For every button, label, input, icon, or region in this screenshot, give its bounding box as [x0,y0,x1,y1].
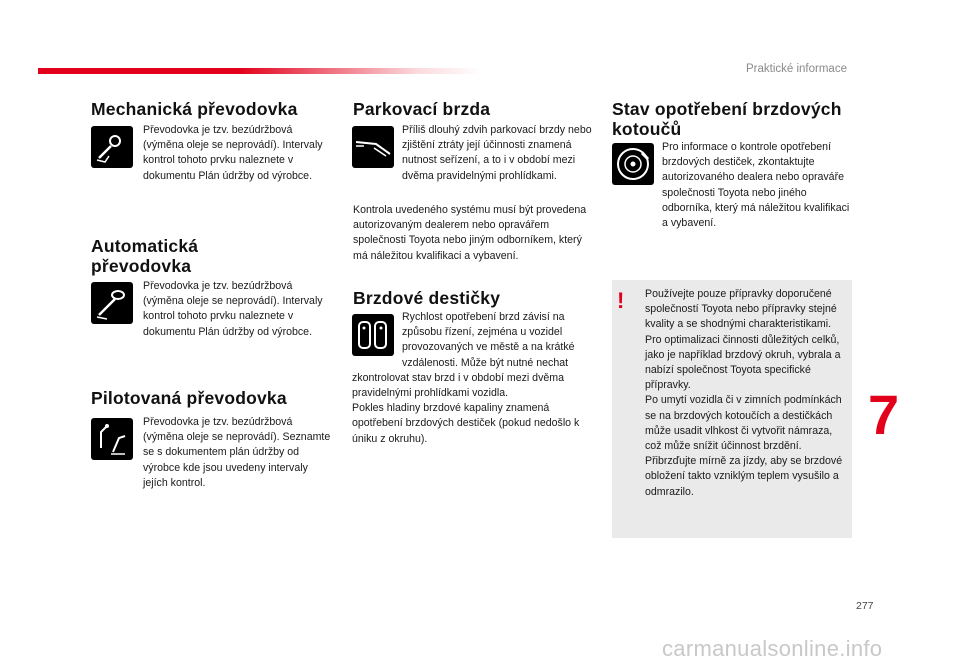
parking-brake-text2: Kontrola uvedeného systému musí být provedena autorizovaným dealerem nebo opravářem společnosti Toyota nebo jiným odborníkem, který má náležitou kvalifikaci a vybavení. [353,204,587,262]
automatic-title-line1: Automatická [91,236,199,256]
brake-pads-text2: Pokles hladiny brzdové kapaliny znamená opotřebení brzdových destiček (pokud nedošlo k úniku z okruhu). [352,402,580,445]
brake-pads-text: Rychlost opotřebení brzd závisí na způsobu řízení, zejména u vozidel provozovaných ve městě a na krátké vzdálenosti. Může být nutné nechat zkontrolovat stav brzd i v období mezi dvěma pravidelnými prohlídkami vozidla. [352,311,575,400]
header-accent-bar [38,68,483,74]
parking-brake-title: Parkovací brzda [353,99,491,119]
note-paragraph-3: Po umytí vozidla či v zimních podmínkách se na brzdových kotoučích a destičkách může usadit vlhkost či vytvořit námraza, což může snížit účinnost brzdění. Přibrzďujte mírně za jízdy, aby se brzdové obložení takto vzniklým teplem vysušilo a odmrazilo. [645,394,843,498]
automatic-title-line2: převodovka [91,256,192,276]
page-number: 277 [856,600,874,612]
note-paragraph-1: Používejte pouze přípravky doporučené společností Toyota nebo přípravky stejné kvality a se shodnými charakteristikami. [645,288,837,331]
piloted-gearbox-text: Převodovka je tzv. bezúdržbová (výměna oleje se neprovádí). Seznamte se s dokumentem plán údržby od výrobce kde jsou uvedeny intervaly jejích kontrol. [143,416,331,489]
brake-discs-text: Pro informace o kontrole opotřebení brzdových destiček, zkontaktujte autorizovaného dealera nebo opraváře společnosti Toyota nebo jiného odborníka, který má náležitou kvalifikaci a vybavení. [662,141,850,230]
warning-icon: ! [617,288,625,313]
note-paragraph-2: Pro optimalizaci činnosti důležitých celků, jako je například brzdový okruh, vybrala a nabízí společnost Toyota specifické přípravky. [645,333,841,392]
discs-title-line2: kotoučů [612,119,682,139]
automatic-gearbox-title [91,236,198,276]
brake-pads-body [352,310,591,447]
piloted-gearbox-title: Pilotovaná převodovka [91,388,287,408]
manual-gearbox-text: Převodovka je tzv. bezúdržbová (výměna oleje se neprovádí). Intervaly kontrol tohoto prvku naleznete v dokumentu Plán údržby od výrobce. [143,124,323,182]
brake-pads-title: Brzdové destičky [353,288,501,308]
piloted-gear-icon [91,418,133,460]
discs-title-line1: Stav opotřebení brzdových [612,99,842,119]
parking-brake-text: Příliš dlouhý zdvih parkovací brzdy nebo zjištění ztráty její účinnosti znamená nutnost seřízení, a to i v období mezi dvěma pravidelnými prohlídkami. [402,124,592,182]
note-text [645,287,851,500]
brake-pads-icon [352,314,394,356]
gear-shift-icon [91,126,133,168]
automatic-gearbox-text: Převodovka je tzv. bezúdržbová (výměna oleje se neprovádí). Intervaly kontrol tohoto prvku naleznete v dokumentu Plán údržby od výrobce. [143,280,323,338]
section-header-title: Praktické informace [746,63,847,75]
parking-brake-icon [352,126,394,168]
brake-disc-icon [612,143,654,185]
watermark: carmanualsonline.info [662,636,883,661]
brake-discs-title [612,99,842,139]
manual-gearbox-title: Mechanická převodovka [91,99,298,119]
chapter-number: 7 [868,383,900,446]
automatic-gear-icon [91,282,133,324]
